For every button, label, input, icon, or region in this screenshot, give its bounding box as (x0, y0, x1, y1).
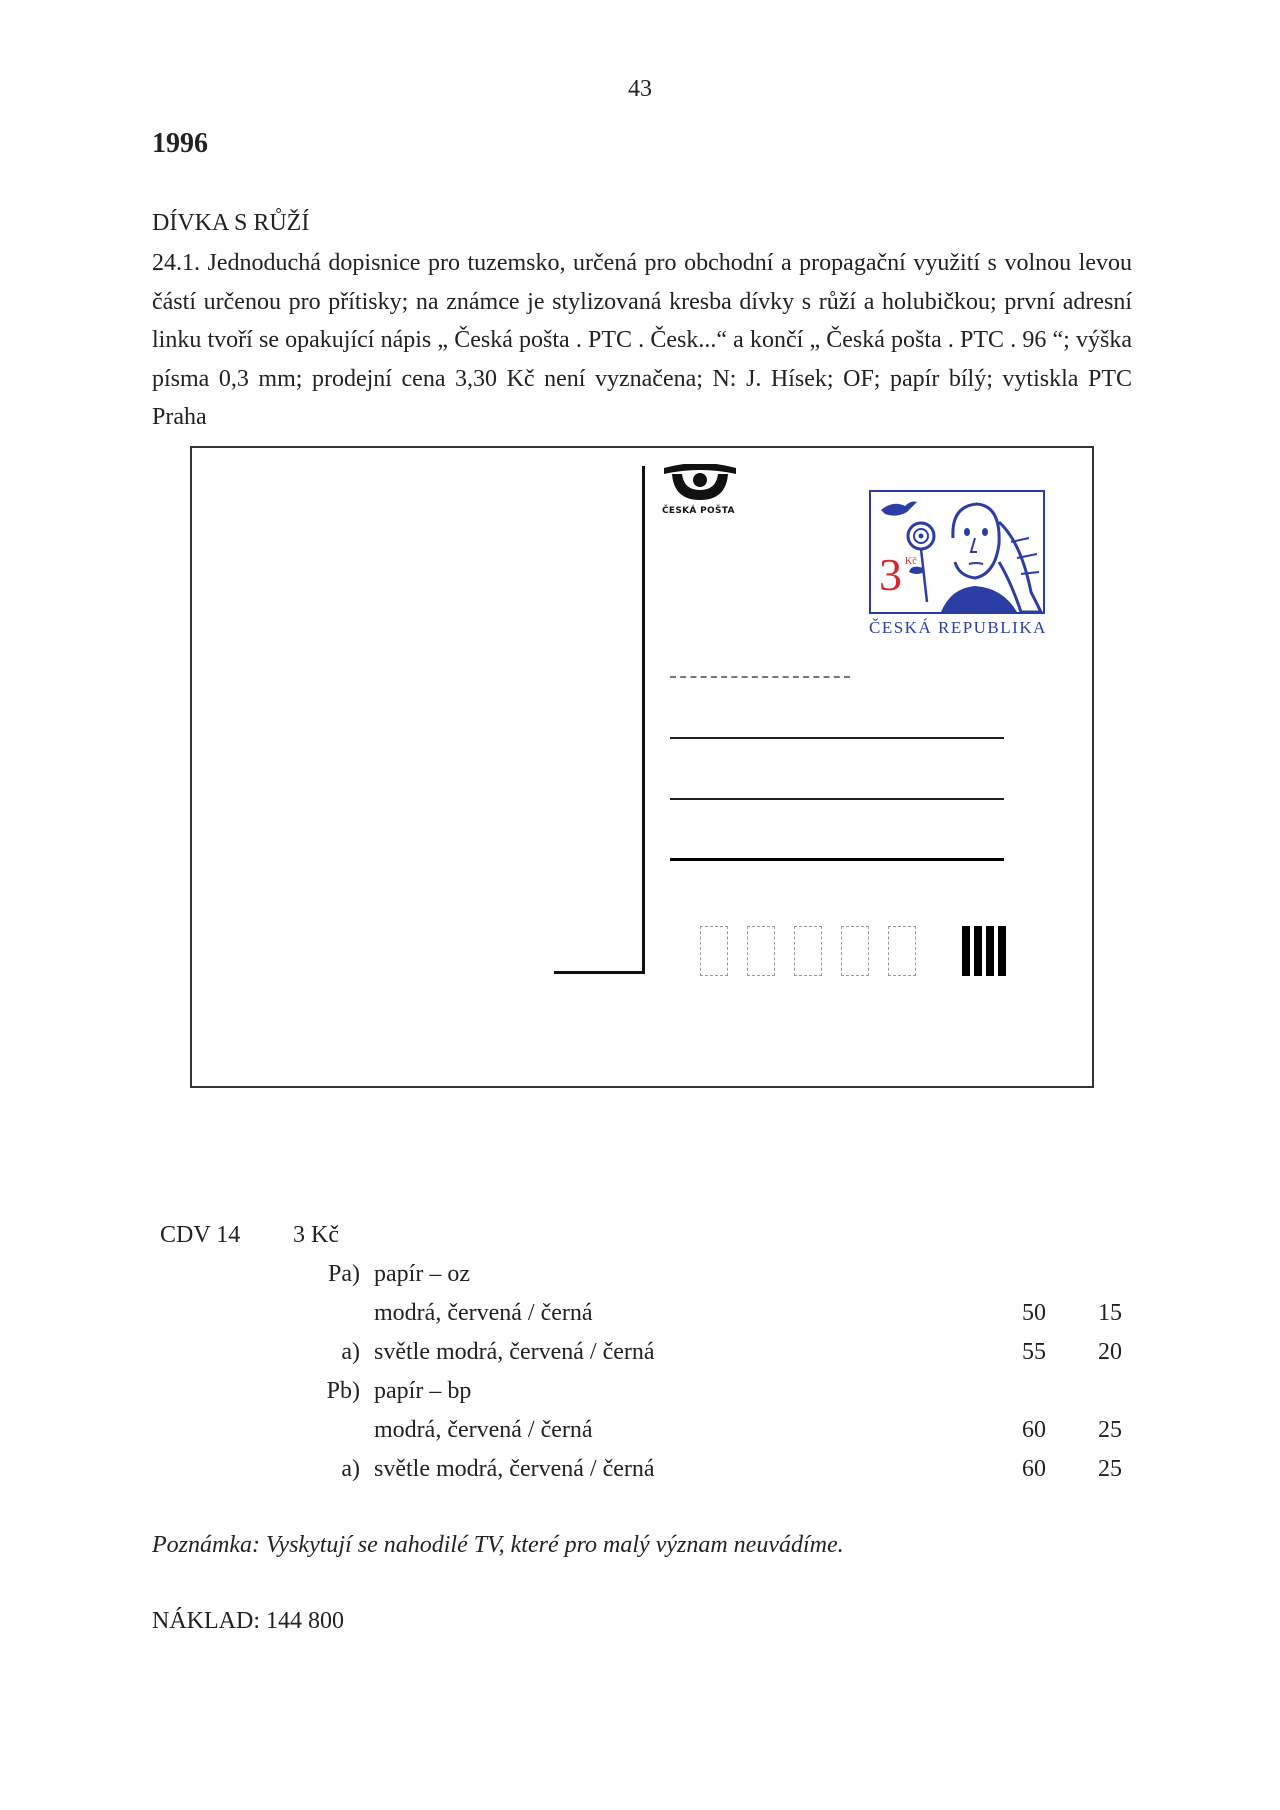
postcard-divider-foot (554, 971, 644, 974)
postcode-box (841, 926, 869, 976)
barcode-marks-icon (962, 926, 1006, 976)
row-price2: 20 (1098, 1339, 1122, 1365)
row-price2: 15 (1098, 1300, 1122, 1326)
row-desc: světle modrá, červená / černá (374, 1456, 655, 1482)
row-desc: modrá, červená / černá (374, 1417, 593, 1443)
row-desc: papír – oz (374, 1261, 470, 1287)
row-desc: papír – bp (374, 1378, 472, 1404)
address-line-3 (670, 798, 1004, 800)
row-price2: 25 (1098, 1417, 1122, 1443)
stamp (869, 490, 1045, 614)
postcard-divider-line (642, 466, 645, 974)
row-variant: a) (341, 1456, 360, 1482)
row-variant: Pa) (328, 1261, 360, 1287)
posthorn-logo-icon (662, 464, 738, 504)
stamp-currency: Kč (905, 556, 917, 567)
stamp-caption: ČESKÁ REPUBLIKA (869, 618, 1047, 637)
postcode-box (888, 926, 916, 976)
address-line-4 (670, 858, 1004, 861)
row-price1: 60 (1022, 1456, 1046, 1482)
row-price1: 60 (1022, 1417, 1046, 1443)
row-price1: 50 (1022, 1300, 1046, 1326)
description-paragraph: 24.1. Jednoduchá dopisnice pro tuzemsko, určená pro obchodní a propagační využití s volnou levou částí určenou pro přítisky; na známce je stylizovaná kresba dívky s růží a holubičkou; první adresní linku tvoří se opakující nápis „ Česká pošta . PTC . Česk...“ a končí „ Česká pošta . PTC . 96 “; výška písma 0,3 mm; prodejní cena 3,30 Kč není vyznačena; N: J. Hísek; OF; papír bílý; vytiskla PTC Praha (152, 250, 1132, 430)
row-price2: 25 (1098, 1456, 1122, 1482)
row-price1: 55 (1022, 1339, 1046, 1365)
note: Poznámka: Vyskytují se nahodilé TV, které pro malý význam neuvádíme. (152, 1532, 844, 1558)
page-number: 43 (628, 76, 652, 102)
postcode-box (794, 926, 822, 976)
catalog-value: 3 Kč (293, 1222, 339, 1248)
girl-with-rose-icon (871, 492, 1043, 612)
logo-text: ČESKÁ POŠTA (662, 506, 735, 516)
print-run: NÁKLAD: 144 800 (152, 1608, 344, 1634)
row-variant: Pb) (326, 1378, 360, 1404)
row-desc: modrá, červená / černá (374, 1300, 593, 1326)
catalog-code: CDV 14 (160, 1222, 241, 1248)
postcode-box (700, 926, 728, 976)
year-heading: 1996 (152, 128, 208, 159)
address-line-1 (670, 676, 850, 678)
row-variant: a) (341, 1339, 360, 1365)
postcode-box (747, 926, 775, 976)
section-title: DÍVKA S RŮŽÍ (152, 210, 310, 236)
row-desc: světle modrá, červená / černá (374, 1339, 655, 1365)
postcard-image (190, 446, 1094, 1088)
address-line-2 (670, 737, 1004, 739)
stamp-value: 3 (879, 549, 902, 600)
